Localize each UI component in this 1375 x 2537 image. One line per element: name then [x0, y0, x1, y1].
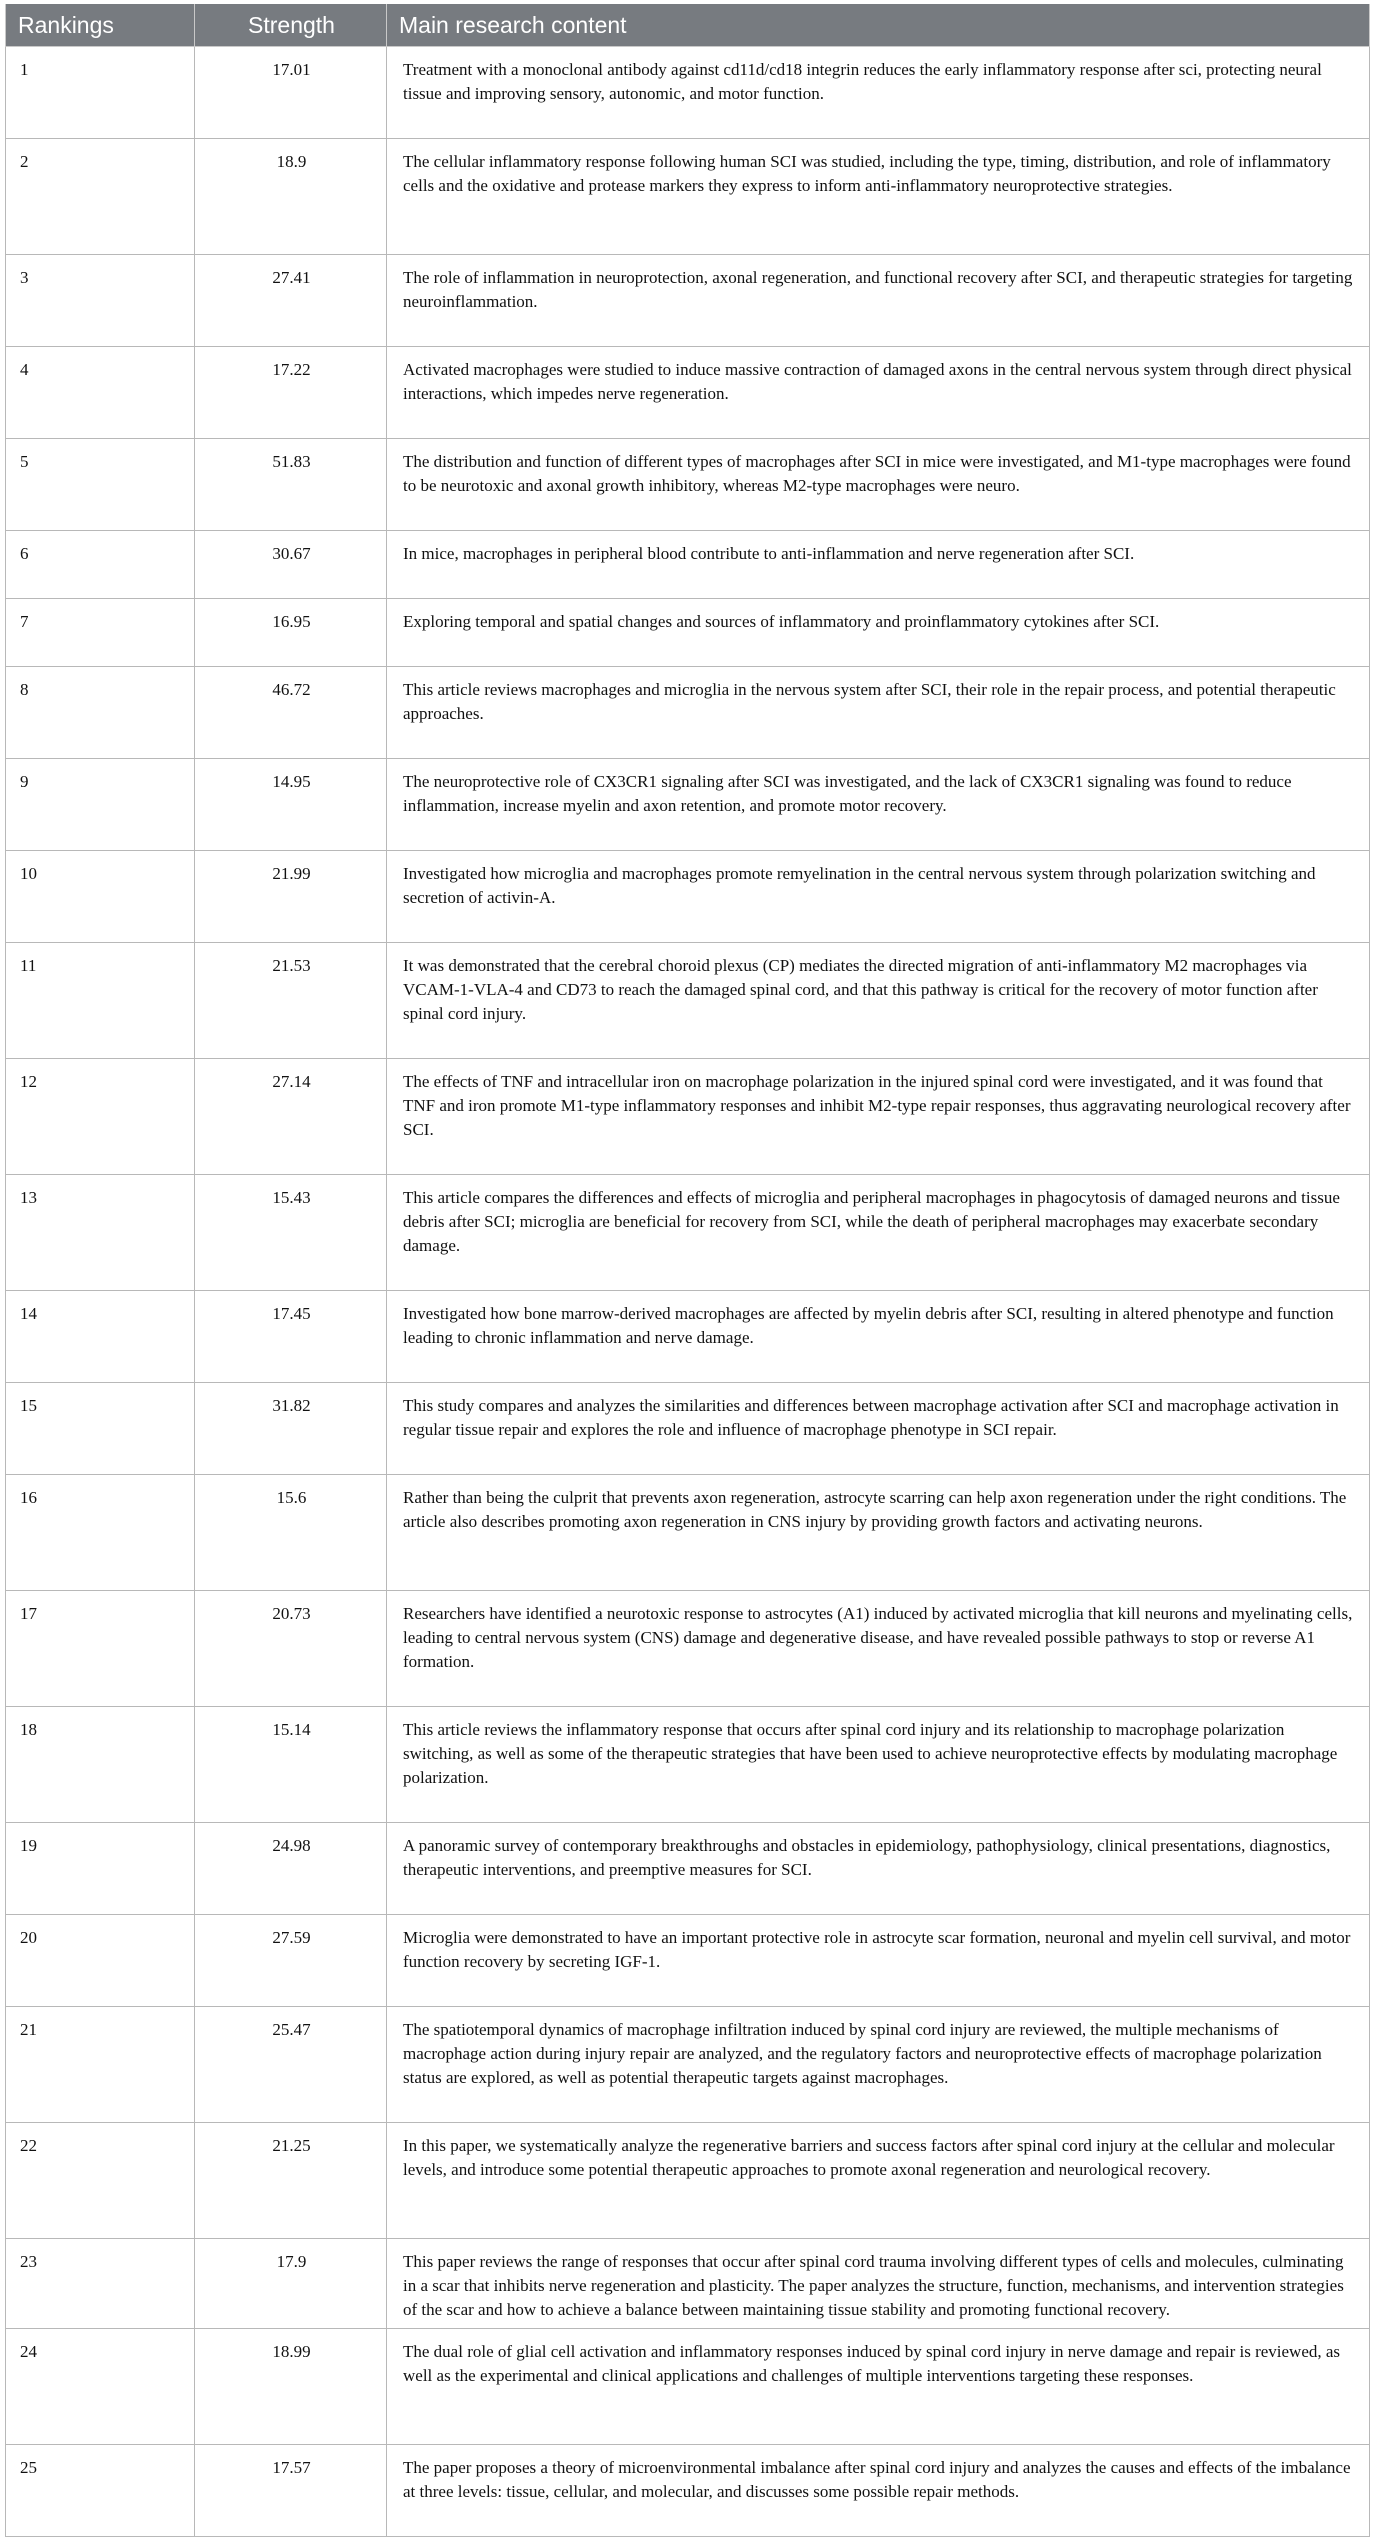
strength-cell: 17.57 — [195, 2445, 387, 2537]
table-row — [6, 1707, 1370, 1823]
table-row — [6, 347, 1370, 439]
strength-cell: 30.67 — [195, 531, 387, 599]
rank-cell: 3 — [6, 255, 195, 347]
content-cell: Investigated how bone marrow-derived macrophages are affected by myelin debris after SCI, resulting in altered phenotype and function leading to chronic inflammation and nerve damage. — [387, 1291, 1370, 1383]
content-cell: Exploring temporal and spatial changes and sources of inflammatory and proinflammatory cytokines after SCI. — [387, 599, 1370, 667]
table-row — [6, 1591, 1370, 1707]
rank-cell: 10 — [6, 851, 195, 943]
table-row — [6, 1059, 1370, 1175]
strength-cell: 20.73 — [195, 1591, 387, 1707]
strength-cell: 17.01 — [195, 47, 387, 139]
content-cell: In mice, macrophages in peripheral blood contribute to anti-inflammation and nerve regeneration after SCI. — [387, 531, 1370, 599]
strength-cell: 17.22 — [195, 347, 387, 439]
header-rankings: Rankings — [6, 4, 195, 47]
rank-cell: 2 — [6, 139, 195, 255]
content-cell: This article compares the differences and effects of microglia and peripheral macrophages in phagocytosis of damaged neurons and tissue debris after SCI; microglia are beneficial for recovery from SCI, while the death of peripheral macrophages may exacerbate secondary damage. — [387, 1175, 1370, 1291]
rank-cell: 23 — [6, 2239, 195, 2329]
table-row — [6, 1475, 1370, 1591]
content-cell: The cellular inflammatory response following human SCI was studied, including the type, timing, distribution, and role of inflammatory cells and the oxidative and protease markers they express to inform anti-inflammatory neuroprotective strategies. — [387, 139, 1370, 255]
rank-cell: 19 — [6, 1823, 195, 1915]
research-table-container — [5, 4, 1369, 2537]
table-row — [6, 851, 1370, 943]
rank-cell: 24 — [6, 2329, 195, 2445]
strength-cell: 17.45 — [195, 1291, 387, 1383]
table-row — [6, 1175, 1370, 1291]
rank-cell: 13 — [6, 1175, 195, 1291]
rank-cell: 8 — [6, 667, 195, 759]
table-header — [6, 4, 1370, 47]
strength-cell: 15.43 — [195, 1175, 387, 1291]
rank-cell: 4 — [6, 347, 195, 439]
table-row — [6, 1383, 1370, 1475]
content-cell: Treatment with a monoclonal antibody against cd11d/cd18 integrin reduces the early inflammatory response after sci, protecting neural tissue and improving sensory, autonomic, and motor function. — [387, 47, 1370, 139]
content-cell: In this paper, we systematically analyze the regenerative barriers and success factors after spinal cord injury at the cellular and molecular levels, and introduce some potential therapeutic approaches to promote axonal regeneration and neurological recovery. — [387, 2123, 1370, 2239]
content-cell: The dual role of glial cell activation and inflammatory responses induced by spinal cord injury in nerve damage and repair is reviewed, as well as the experimental and clinical applications and challenges of multiple interventions targeting these responses. — [387, 2329, 1370, 2445]
content-cell: A panoramic survey of contemporary breakthroughs and obstacles in epidemiology, pathophysiology, clinical presentations, diagnostics, therapeutic interventions, and preemptive measures for SCI. — [387, 1823, 1370, 1915]
table-row — [6, 255, 1370, 347]
table-row — [6, 1915, 1370, 2007]
table-row — [6, 759, 1370, 851]
rank-cell: 6 — [6, 531, 195, 599]
table-row — [6, 2329, 1370, 2445]
content-cell: Microglia were demonstrated to have an important protective role in astrocyte scar formation, neuronal and myelin cell survival, and motor function recovery by secreting IGF-1. — [387, 1915, 1370, 2007]
rank-cell: 20 — [6, 1915, 195, 2007]
rank-cell: 12 — [6, 1059, 195, 1175]
table-row — [6, 47, 1370, 139]
content-cell: The distribution and function of different types of macrophages after SCI in mice were investigated, and M1-type macrophages were found to be neurotoxic and axonal growth inhibitory, whereas M2-type macrophages were neuro. — [387, 439, 1370, 531]
table-body — [6, 47, 1370, 2537]
strength-cell: 21.99 — [195, 851, 387, 943]
research-content-table — [5, 4, 1370, 2537]
rank-cell: 11 — [6, 943, 195, 1059]
table-row — [6, 531, 1370, 599]
strength-cell: 25.47 — [195, 2007, 387, 2123]
rank-cell: 15 — [6, 1383, 195, 1475]
table-row — [6, 2007, 1370, 2123]
strength-cell: 14.95 — [195, 759, 387, 851]
rank-cell: 21 — [6, 2007, 195, 2123]
rank-cell: 17 — [6, 1591, 195, 1707]
content-cell: The effects of TNF and intracellular iron on macrophage polarization in the injured spinal cord were investigated, and it was found that TNF and iron promote M1-type inflammatory responses and inhibit M2-type repair responses, thus aggravating neurological recovery after SCI. — [387, 1059, 1370, 1175]
strength-cell: 31.82 — [195, 1383, 387, 1475]
content-cell: The paper proposes a theory of microenvironmental imbalance after spinal cord injury and analyzes the causes and effects of the imbalance at three levels: tissue, cellular, and molecular, and discusses some possible repair methods. — [387, 2445, 1370, 2537]
rank-cell: 16 — [6, 1475, 195, 1591]
strength-cell: 51.83 — [195, 439, 387, 531]
rank-cell: 18 — [6, 1707, 195, 1823]
strength-cell: 18.99 — [195, 2329, 387, 2445]
strength-cell: 27.14 — [195, 1059, 387, 1175]
strength-cell: 17.9 — [195, 2239, 387, 2329]
strength-cell: 16.95 — [195, 599, 387, 667]
table-row — [6, 943, 1370, 1059]
content-cell: Activated macrophages were studied to induce massive contraction of damaged axons in the central nervous system through direct physical interactions, which impedes nerve regeneration. — [387, 347, 1370, 439]
table-row — [6, 599, 1370, 667]
table-row — [6, 139, 1370, 255]
content-cell: This article reviews the inflammatory response that occurs after spinal cord injury and its relationship to macrophage polarization switching, as well as some of the therapeutic strategies that have been used to achieve neuroprotective effects by modulating macrophage polarization. — [387, 1707, 1370, 1823]
table-row — [6, 2239, 1370, 2329]
strength-cell: 15.6 — [195, 1475, 387, 1591]
strength-cell: 15.14 — [195, 1707, 387, 1823]
strength-cell: 21.53 — [195, 943, 387, 1059]
content-cell: This study compares and analyzes the similarities and differences between macrophage activation after SCI and macrophage activation in regular tissue repair and explores the role and influence of macrophage phenotype in SCI repair. — [387, 1383, 1370, 1475]
content-cell: The neuroprotective role of CX3CR1 signaling after SCI was investigated, and the lack of CX3CR1 signaling was found to reduce inflammation, increase myelin and axon retention, and promote motor recovery. — [387, 759, 1370, 851]
table-row — [6, 667, 1370, 759]
header-main-research-content: Main research content — [387, 4, 1370, 47]
content-cell: Rather than being the culprit that prevents axon regeneration, astrocyte scarring can help axon regeneration under the right conditions. The article also describes promoting axon regeneration in CNS injury by providing growth factors and activating neurons. — [387, 1475, 1370, 1591]
table-row — [6, 2445, 1370, 2537]
rank-cell: 9 — [6, 759, 195, 851]
content-cell: Investigated how microglia and macrophages promote remyelination in the central nervous system through polarization switching and secretion of activin-A. — [387, 851, 1370, 943]
rank-cell: 14 — [6, 1291, 195, 1383]
strength-cell: 27.41 — [195, 255, 387, 347]
header-strength: Strength — [195, 4, 387, 47]
table-row — [6, 1291, 1370, 1383]
rank-cell: 1 — [6, 47, 195, 139]
rank-cell: 22 — [6, 2123, 195, 2239]
content-cell: This paper reviews the range of responses that occur after spinal cord trauma involving different types of cells and molecules, culminating in a scar that inhibits nerve regeneration and plasticity. The paper analyzes the structure, function, mechanisms, and intervention strategies of the scar and how to achieve a balance between maintaining tissue stability and promoting functional recovery. — [387, 2239, 1370, 2329]
strength-cell: 18.9 — [195, 139, 387, 255]
table-row — [6, 439, 1370, 531]
content-cell: It was demonstrated that the cerebral choroid plexus (CP) mediates the directed migration of anti-inflammatory M2 macrophages via VCAM-1-VLA-4 and CD73 to reach the damaged spinal cord, and that this pathway is critical for the recovery of motor function after spinal cord injury. — [387, 943, 1370, 1059]
strength-cell: 46.72 — [195, 667, 387, 759]
header-row — [6, 4, 1370, 47]
rank-cell: 25 — [6, 2445, 195, 2537]
content-cell: This article reviews macrophages and microglia in the nervous system after SCI, their role in the repair process, and potential therapeutic approaches. — [387, 667, 1370, 759]
strength-cell: 24.98 — [195, 1823, 387, 1915]
strength-cell: 27.59 — [195, 1915, 387, 2007]
rank-cell: 7 — [6, 599, 195, 667]
table-row — [6, 2123, 1370, 2239]
content-cell: The role of inflammation in neuroprotection, axonal regeneration, and functional recovery after SCI, and therapeutic strategies for targeting neuroinflammation. — [387, 255, 1370, 347]
content-cell: The spatiotemporal dynamics of macrophage infiltration induced by spinal cord injury are reviewed, the multiple mechanisms of macrophage action during injury repair are analyzed, and the regulatory factors and neuroprotective effects of macrophage polarization status are explored, as well as potential therapeutic targets against macrophages. — [387, 2007, 1370, 2123]
strength-cell: 21.25 — [195, 2123, 387, 2239]
table-row — [6, 1823, 1370, 1915]
rank-cell: 5 — [6, 439, 195, 531]
content-cell: Researchers have identified a neurotoxic response to astrocytes (A1) induced by activated microglia that kill neurons and myelinating cells, leading to central nervous system (CNS) damage and degenerative disease, and have revealed possible pathways to stop or reverse A1 formation. — [387, 1591, 1370, 1707]
